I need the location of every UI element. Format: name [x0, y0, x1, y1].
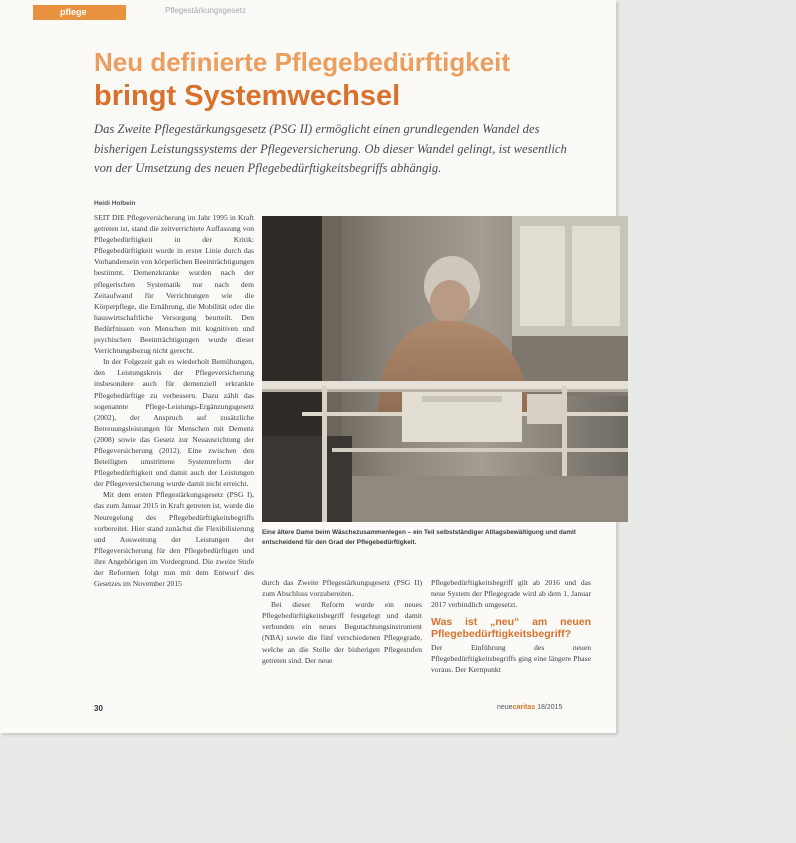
body-column-1 — [94, 212, 254, 686]
body-column-3 — [431, 577, 591, 687]
headline-line-1: Neu definierte Pflegebedürftigkeit — [94, 47, 511, 77]
photo-credit: Foto: Caritas — [782, 728, 796, 738]
magazine-footer — [497, 704, 562, 711]
magazine-prefix: neue — [497, 704, 513, 711]
body-paragraph: Der Einführung des neuen Pflegebedürftigkeitsbegriffs ging eine längere Phase voraus. Der Kernpunkt — [431, 643, 591, 675]
section-tag: pflege — [33, 5, 126, 20]
body-paragraph: Mit dem ersten Pflegestärkungsgesetz (PSG I), das zum Januar 2015 in Kraft getreten ist, wurde die Neuregelung des Pflegebedürftigkeitsbegriffs vorbereitet. Hier stand zunächst die Flexibilisierung und Ausweitung der Leistungen der Pflegeversicherung für den Pflegebedürftigen und ihre Angehörigen im Vordergrund. Die zweite Stufe der Reformen folgt nun mit dem Entwurf des Gesetzes im November 2015 — [94, 490, 254, 589]
body-paragraph: durch das Zweite Pflegestärkungsgesetz (PSG II) zum Abschluss vorzubereiten. — [262, 578, 422, 599]
body-paragraph: Pflegebedürftigkeitsbegriff gilt ab 2016 und das neue System der Pflegegrade wird ab dem 1. Januar 2017 verbindlich umgesetzt. — [431, 578, 591, 610]
headline-line-2: bringt Systemwechsel — [94, 80, 401, 112]
author-byline: Heidi Holbein — [94, 200, 136, 207]
body-paragraph: SEIT DIE Pflegeversicherung im Jahr 1995 in Kraft getreten ist, stand die zeitverrichtete Auffassung von Pflegebedürftigkeit in der Kritik: Pflegebedürftigkeit wurde in erster Linie durch das Vorhandensein von körperlichen Beeinträchtigungen bestimmt. Demenzkranke wurden nach der pflegerischen Systematik nur nach dem Zeitaufwand für Verrichtungen wie die Körperpflege, die Ernährung, die Mobilität oder die hauswirtschaftliche Versorgung beurteilt. Den Bedürfnissen von Menschen mit kognitiven und psychischen Beeinträchtigungen wurde dieser Verrichtungsbezug nicht gerecht. — [94, 213, 254, 356]
page-number: 30 — [94, 704, 103, 713]
section-kicker: Pflegestärkungsgesetz — [165, 6, 246, 15]
magazine-brand: caritas — [512, 704, 536, 711]
magazine-issue: 18/2015 — [537, 704, 563, 711]
body-column-2 — [262, 577, 422, 687]
lead-paragraph: Das Zweite Pflegestärkungsgesetz (PSG II) ermöglicht einen grundlegenden Wandel des bisherigen Leistungssystems der Pflegeversicherung. Ob dieser Wandel gelingt, ist wesentlich von der Umsetzung des neuen Pflegebedürftigkeitsbegriffs abhängig. — [94, 122, 567, 175]
body-paragraph: Bei dieser Reform wurde ein neues Pflegebedürftigkeitsbegriff festgelegt und damit verbunden ein neues Begutachtungsinstrument (NBA) sowie die fünf verschiedenen Pflegegrade, welche an die Stelle der bisherigen Pflegestufen getreten sind. Der neue — [262, 600, 422, 665]
body-paragraph: In der Folgezeit gab es wiederholt Bemühungen, den Leistungskreis der Pflegeversicherung insbesondere auch für demenziell erkrankte Pflegebedürftige zu verbessern. Dazu zählt das sogenannte Pflege-Leistungs-Ergänzungsgesetz (2002), der Anspruch auf zusätzliche Betreuungsleistungen für Menschen mit Demenz (2008) sowie das Gesetz zur Neuausrichtung der Pflegeversicherung (2012). Eine zwischen den Beteiligten umstrittene Systemreform der Pflegebedürftigkeit und damit auch der Leistungen der Pflegeversicherung wurde damit nicht erreicht. — [94, 357, 254, 489]
photo-illustration — [262, 216, 628, 522]
section-subheading: Was ist „neu“ am neuen Pflegebedürftigkeitsbegriff? — [431, 616, 591, 641]
photo-caption: Eine ältere Dame beim Wäschezusammenlegen – ein Teil selbstständiger Alltagsbewältigung und damit entscheidend für den Grad der Pflegebedürftigkeit. — [262, 529, 576, 546]
